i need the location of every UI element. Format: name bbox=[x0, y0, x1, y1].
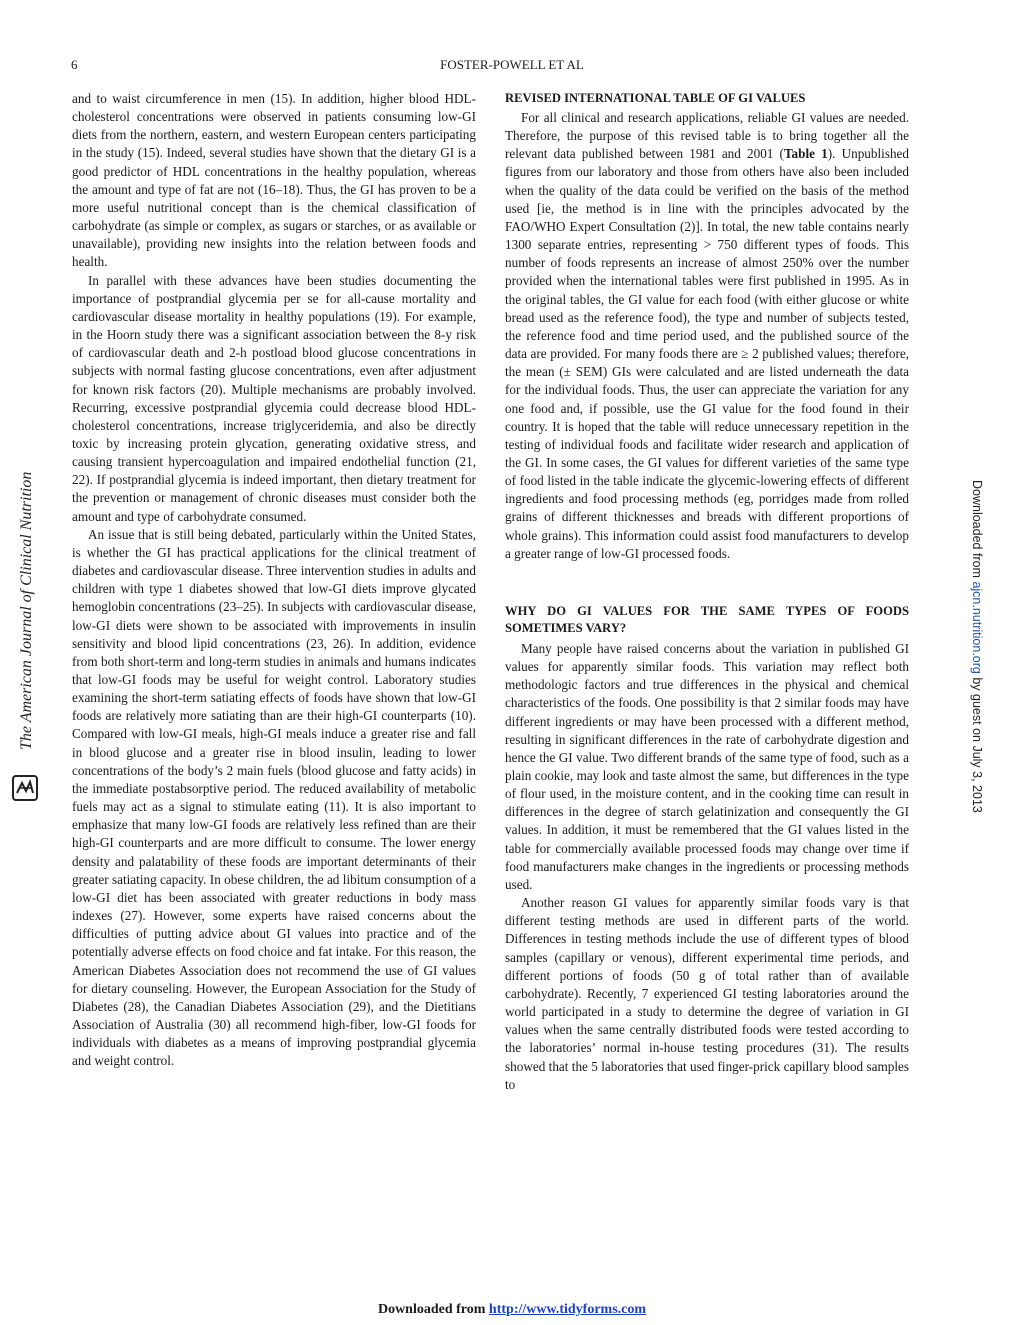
ajcn-link[interactable]: ajcn.nutrition.org bbox=[970, 581, 984, 674]
right-column bbox=[505, 90, 909, 1094]
page-footer bbox=[0, 1302, 1024, 1318]
running-head: FOSTER-POWELL ET AL bbox=[440, 57, 584, 72]
footer-prefix: Downloaded from bbox=[377, 1302, 489, 1317]
journal-name-sidebar: The American Journal of Clinical Nutrition bbox=[18, 471, 35, 750]
page-number: 6 bbox=[71, 57, 78, 72]
paragraph: Another reason GI values for apparently similar foods vary is that different testing methods are used in different parts of the world. Differences in testing methods include the use of different types of blood samples (capillary or venous), different experimental time periods, and different portions of foods (50 g of total rather than of available carbohydrate). Recently, 7 experienced GI testing laboratories around the world participated in a study to determine the degree of variation in GI values when the same centrally distributed foods were tested according to the laboratories’ normal in-house testing procedures (31). The results showed that the 5 laboratories that used finger-prick capillary blood samples to bbox=[505, 895, 909, 1092]
download-notice-sidebar bbox=[970, 480, 984, 813]
table-reference: Table 1 bbox=[783, 146, 828, 162]
page-header bbox=[0, 57, 1024, 77]
paragraph-text: ). Unpublished figures from our laboratory and those from others have also been included when the quality of the data could be verified on the basis of the method used [ie, the method is in line with the principles advocated by the FAO/WHO Expert Consultation (2)]. In total, the new table contains nearly 1300 separate entries, representing > 750 different types of foods. This number of foods represents an increase of almost 250% over the number provided when the international tables were first published in 1995. As in the original tables, the GI value for each food (with either glucose or white bread used as the reference food), the type and number of subjects tested, the reference food and time period used, and the published source of the data are provided. For many foods there are ≥ 2 published values; therefore, the mean (± SEM) GIs were calculated and are listed underneath the data for the individual foods. Thus, the user can appreciate the variation for any one food and, if possible, use the GI value for the food found in their country. It is hoped that the table will reduce unnecessary repetition in the testing of individual foods and facilitate wider research and application of the GI. In some cases, the GI values for different varieties of the same type of food listed in the table indicate the glycemic-lowering effects of different ingredients and food processing methods (eg, porridges made from rolled grains of different thicknesses and breads with different proportions of whole grains). This information could assist food manufacturers to develop a greater range of low-GI processed foods. bbox=[505, 146, 909, 561]
left-column bbox=[72, 90, 476, 1070]
paragraph: In parallel with these advances have been studies documenting the importance of postprandial glycemia per se for all-cause mortality and cardiovascular disease mortality in healthy populations (19). For example, in the Hoorn study there was a significant association between the 8-y risk of cardiovascular death and 2-h postload blood glucose concentrations in subjects with normal fasting glucose concentrations, even after adjustment for known risk factors (20). Multiple mechanisms are probably involved. Recurring, excessive postprandial glycemia could decrease blood HDL-cholesterol concentrations, increase triglyceridemia, and also be directly toxic by increasing protein glycation, generating oxidative stress, and causing transient hypercoagulation and impaired endothelial function (21, 22). If postprandial glycemia is indeed important, then dietary treatment for the prevention or management of chronic diseases must consider both the amount and type of carbohydrate consumed. bbox=[72, 272, 476, 524]
paragraph: and to waist circumference in men (15). In addition, higher blood HDL-cholesterol concentrations were observed in patients consuming low-GI diets from the northern, eastern, and western European centers participating in the study (15). Indeed, several studies have shown that the dietary GI is a good predictor of HDL concentrations in the healthy population, whereas the amount and type of fat are not (16–18). Thus, the GI has proven to be a more useful nutritional concept than is the chemical classification of carbohydrate (as simple or complex, as sugars or starches, or as available or unavailable), providing new insights into the relation between foods and health. bbox=[72, 91, 476, 270]
paragraph bbox=[505, 109, 909, 563]
download-prefix: Downloaded from bbox=[970, 480, 984, 582]
journal-logo-icon bbox=[12, 775, 38, 801]
paragraph: Many people have raised concerns about the variation in published GI values for apparently similar foods. This variation may reflect both methodologic factors and true differences in the physical and chemical characteristics of the foods. One possibility is that 2 similar foods may have different ingredients or may have been processed with a different method, resulting in significant differences in the rate of carbohydrate digestion and hence the GI value. Two different brands of the same type of food, such as a plain cookie, may look and taste almost the same, but differences in the type of flour used, in the moisture content, and in the cooking time can result in differences in the degree of starch gelatinization and consequently the GI values. In addition, it must be remembered that the GI values listed in the table for commercially available processed foods may change over time if food manufacturers make changes in the ingredients or processing methods used. bbox=[505, 640, 909, 892]
section-heading: WHY DO GI VALUES FOR THE SAME TYPES OF FOODS SOMETIMES VARY? bbox=[505, 603, 909, 635]
tidyforms-link[interactable]: http://www.tidyforms.com bbox=[488, 1302, 647, 1317]
section-heading: REVISED INTERNATIONAL TABLE OF GI VALUES bbox=[505, 91, 806, 105]
paragraph-text: For all clinical and research applications, reliable GI values are needed. Therefore, the purpose of this revised table is to bring together all the relevant data published between 1981 and 2001 ( bbox=[505, 110, 909, 162]
paragraph: An issue that is still being debated, particularly within the United States, is whether the GI has practical applications for the clinical treatment of diabetes and cardiovascular disease. Three intervention studies in adults and children with type 1 diabetes showed that low-GI diets improve glycated hemoglobin concentrations (23–25). In subjects with cardiovascular disease, low-GI diets were shown to be associated with improvements in insulin sensitivity and blood lipid concentrations (23, 26). In addition, evidence from both short-term and long-term studies in animals and humans indicates that low-GI foods may be useful for weight control. Laboratory studies examining the short-term satiating effects of foods have shown that low-GI foods are relatively more satiating than are their high-GI counterparts (10). Compared with low-GI meals, high-GI meals induce a greater rise and fall in blood glucose and a greater rise in blood insulin, leading to lower concentrations of the body’s 2 main fuels (blood glucose and fatty acids) in the immediate postabsorptive period. The reduced availability of metabolic fuels may act as a signal to stimulate eating (11). It is also important to emphasize that many low-GI foods are relatively less refined than are their high-GI counterparts and are more difficult to consume. The lower energy density and palatability of these foods are important determinants of their greater satiating capacity. In obese children, the ad libitum consumption of a low-GI diet has been associated with greater reductions in body mass indexes (27). However, some experts have raised concerns about the difficulties of putting advice about GI values into practice and of the potentially adverse effects on food choice and fat intake. For this reason, the American Diabetes Association does not recommend the use of GI values for dietary counseling. However, the European Association for the Study of Diabetes (28), the Canadian Diabetes Association (29), and the Dietitians Association of Australia (30) all recommend high-fiber, low-GI foods for individuals with diabetes as a means of improving postprandial glycemia and weight control. bbox=[72, 526, 476, 1069]
download-suffix: by guest on July 3, 2013 bbox=[970, 673, 984, 813]
